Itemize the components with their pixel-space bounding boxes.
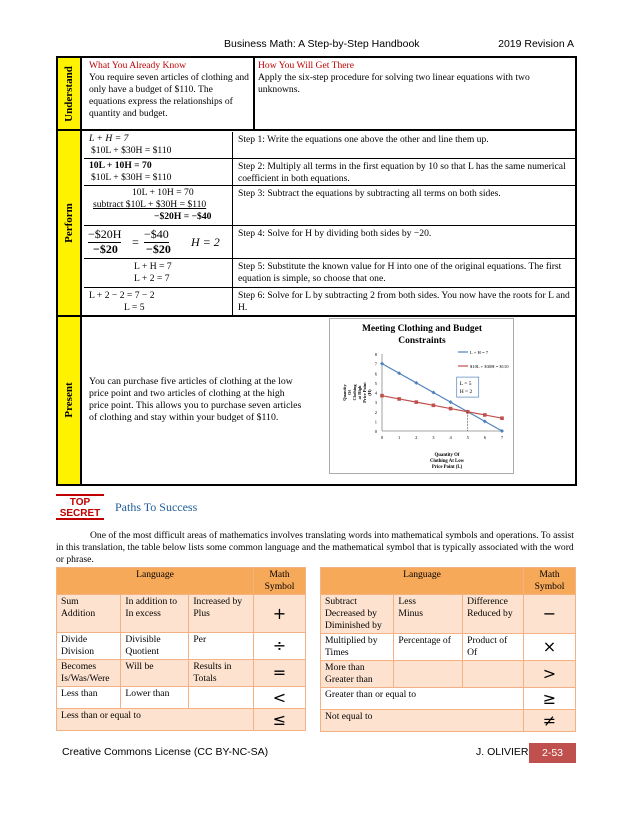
y-tick-label: 8 — [374, 352, 377, 357]
data-point — [380, 394, 384, 398]
step-row — [84, 226, 575, 259]
equation: L + 2 − 2 = 7 − 2 — [89, 290, 155, 301]
equation: $10L + $30H = $110 — [91, 172, 172, 183]
table-row — [321, 710, 576, 732]
step-text: Step 1: Write the equations one above the other and line them up. — [238, 134, 489, 145]
y-tick-label: 2 — [374, 409, 377, 415]
present-section-label: Present — [58, 316, 82, 484]
table-row — [321, 634, 576, 661]
table-cell: More than Greater than — [321, 661, 394, 688]
table-cell: Increased by Plus — [189, 595, 254, 633]
table-cell: Less than or equal to — [57, 709, 254, 731]
math-symbol: > — [524, 661, 576, 688]
table-cell: Subtract Decreased by Diminished by — [321, 595, 394, 634]
top-secret-badge — [56, 494, 104, 520]
page-number: 2-53 — [529, 743, 576, 763]
equation: L + H = 7 — [134, 261, 172, 272]
x-tick-label: 6 — [483, 435, 486, 440]
intro-paragraph: One of the most difficult areas of mathematics involves translating words into mathematical symbols and operations. To assist in this translation, the table below lists some common language and the mathematical symbol that is typically associated with the word or phrase. — [56, 530, 574, 565]
know-text: You require seven articles of clothing and only have a budget of $110. The equations express the relationships of quantity and budget. — [89, 72, 249, 119]
data-point — [414, 400, 418, 404]
book-title: Business Math: A Step-by-Step Handbook — [224, 38, 420, 50]
chart-title: Constraints — [398, 336, 446, 346]
table-cell: Difference Reduced by — [463, 595, 524, 634]
language-header: Language — [321, 568, 524, 595]
equation: 10L + 10H = 70 — [89, 160, 152, 171]
annotation-label: H = 2 — [459, 389, 473, 396]
y-tick-label: 3 — [374, 400, 377, 406]
language-header: Language — [57, 568, 254, 595]
table-cell — [394, 661, 463, 688]
y-tick-label: 0 — [374, 429, 377, 434]
step-row — [84, 288, 575, 315]
equation: −$20H — [88, 227, 122, 241]
step-row — [84, 132, 575, 159]
y-axis-label: Price Point — [362, 382, 367, 403]
step-text: Step 3: Subtract the equations by subtracting all terms on both sides. — [238, 188, 501, 199]
table-cell: Lower than — [121, 687, 189, 709]
license-text: Creative Commons License (CC BY-NC-SA) — [62, 746, 269, 758]
table-row — [57, 660, 306, 687]
y-axis-label: (H) — [367, 389, 372, 396]
equals-sign: = — [132, 235, 139, 249]
math-symbol-header: Math Symbol — [254, 568, 306, 595]
table-cell: Multiplied by Times — [321, 634, 394, 661]
step-text: Step 2: Multiply all terms in the first equation by 10 so that L has the same numerical coefficient in both equations. — [238, 161, 566, 184]
x-tick-label: 3 — [432, 435, 435, 440]
x-tick-label: 7 — [500, 435, 504, 440]
table-row — [321, 688, 576, 710]
math-symbol: ≠ — [524, 710, 576, 732]
author-name: J. OLIVIER — [476, 746, 529, 758]
data-point — [483, 413, 487, 417]
table-cell: Less Minus — [394, 595, 463, 634]
data-point — [449, 407, 453, 411]
equation: −$20H = −$40 — [154, 211, 212, 222]
math-symbol: − — [524, 595, 576, 634]
get-heading: How You Will Get There — [258, 60, 354, 71]
table-row — [57, 633, 306, 660]
table-row — [57, 687, 306, 709]
table-cell — [189, 687, 254, 709]
x-tick-label: 1 — [398, 435, 401, 440]
table-cell: Divisible Quotient — [121, 633, 189, 660]
x-tick-label: 2 — [415, 435, 418, 440]
step-row — [84, 159, 575, 186]
constraints-chart — [329, 318, 514, 474]
table-cell: Less than — [57, 687, 121, 709]
divider — [253, 58, 255, 130]
math-symbol: × — [524, 634, 576, 661]
y-axis-label: Clothing — [352, 384, 357, 401]
math-symbol: < — [254, 687, 306, 709]
paths-title: Paths To Success — [115, 500, 198, 514]
y-tick-label: 1 — [374, 419, 377, 425]
equation: 10L + 10H = 70 — [132, 187, 194, 198]
x-tick-label: 4 — [449, 435, 452, 440]
table-cell: Not equal to — [321, 710, 524, 732]
math-symbol: ÷ — [254, 633, 306, 660]
table-cell: Per — [189, 633, 254, 660]
table-cell: Will be — [121, 660, 189, 687]
equation: L = 5 — [124, 302, 145, 313]
chart-title: Meeting Clothing and Budget — [361, 324, 483, 334]
understand-section-label: Understand — [58, 58, 82, 130]
table-cell: In addition to In excess — [121, 595, 189, 633]
equation: L + 2 = 7 — [134, 273, 170, 284]
equation: L + H = 7 — [89, 133, 129, 144]
step-text: Step 6: Solve for L by subtracting 2 from both sides. You now have the roots for L and H. — [238, 290, 570, 313]
language-table-right — [320, 567, 576, 732]
equation: H = 2 — [191, 235, 220, 249]
x-axis-label: Quantity Of — [434, 453, 460, 458]
perform-section-label: Perform — [58, 130, 82, 316]
table-row — [321, 661, 576, 688]
table-cell: Percentage of — [394, 634, 463, 661]
page-footer — [56, 743, 576, 763]
get-text: Apply the six-step procedure for solving two linear equations with two unknowns. — [258, 72, 530, 95]
y-tick-label: 6 — [374, 371, 377, 377]
step-row — [84, 186, 575, 226]
revision-label: 2019 Revision A — [498, 38, 574, 50]
x-tick-label: 5 — [466, 435, 469, 440]
data-point — [432, 404, 436, 408]
x-axis-label: Clothing At Low — [429, 459, 465, 464]
step-text: Step 4: Solve for H by dividing both sides by −20. — [238, 228, 432, 239]
y-axis-label: at High — [357, 385, 362, 400]
math-symbol: ≥ — [524, 688, 576, 710]
chart-canvas — [330, 319, 515, 475]
math-symbol: ≤ — [254, 709, 306, 731]
step-row — [84, 259, 575, 288]
y-tick-label: 7 — [374, 361, 377, 367]
table-cell: Becomes Is/Was/Were — [57, 660, 121, 687]
table-row — [57, 595, 306, 633]
y-axis-label: Quantity — [342, 384, 347, 401]
page-header — [56, 38, 576, 52]
table-cell: Divide Division — [57, 633, 121, 660]
equation: −$20 — [93, 242, 118, 256]
divider — [58, 129, 575, 131]
present-text: You can purchase five articles of clothing at the low price point and two articles of clothing at the high price point. This allows you to purchase seven articles of clothing and stay within your budget of $110. — [89, 376, 302, 423]
legend-label: L + H = 7 — [470, 350, 489, 355]
badge-bottom: SECRET — [59, 508, 101, 519]
data-point — [500, 416, 504, 420]
equation: subtract $10L + $30H = $110 — [93, 199, 207, 210]
table-cell — [463, 661, 524, 688]
table-cell: Sum Addition — [57, 595, 121, 633]
language-table-left — [56, 567, 306, 731]
divider — [58, 315, 575, 317]
data-point — [397, 397, 401, 401]
y-axis-label: Of — [347, 390, 352, 395]
annotation-label: L = 5 — [459, 381, 472, 388]
y-tick-label: 5 — [374, 380, 377, 386]
y-tick-label: 4 — [374, 390, 377, 396]
math-symbol-header: Math Symbol — [524, 568, 576, 595]
equation: −$20 — [146, 242, 171, 256]
x-axis-label: Price Point (L) — [431, 465, 463, 470]
step-text: Step 5: Substitute the known value for H into one of the original equations. The first equation is simple, so choose that one. — [238, 261, 562, 284]
know-heading: What You Already Know — [89, 60, 186, 71]
legend-label: $10L + $30H = $110 — [470, 364, 509, 369]
equation: $10L + $30H = $110 — [91, 145, 172, 156]
equation: −$40 — [144, 227, 169, 241]
math-symbol: + — [254, 595, 306, 633]
table-row — [321, 595, 576, 634]
table-cell: Product of Of — [463, 634, 524, 661]
x-tick-label: 0 — [380, 435, 384, 440]
table-cell: Greater than or equal to — [321, 688, 524, 710]
badge-top: TOP — [69, 497, 91, 508]
table-cell: Results in Totals — [189, 660, 254, 687]
table-row — [57, 709, 306, 731]
math-symbol: = — [254, 660, 306, 687]
